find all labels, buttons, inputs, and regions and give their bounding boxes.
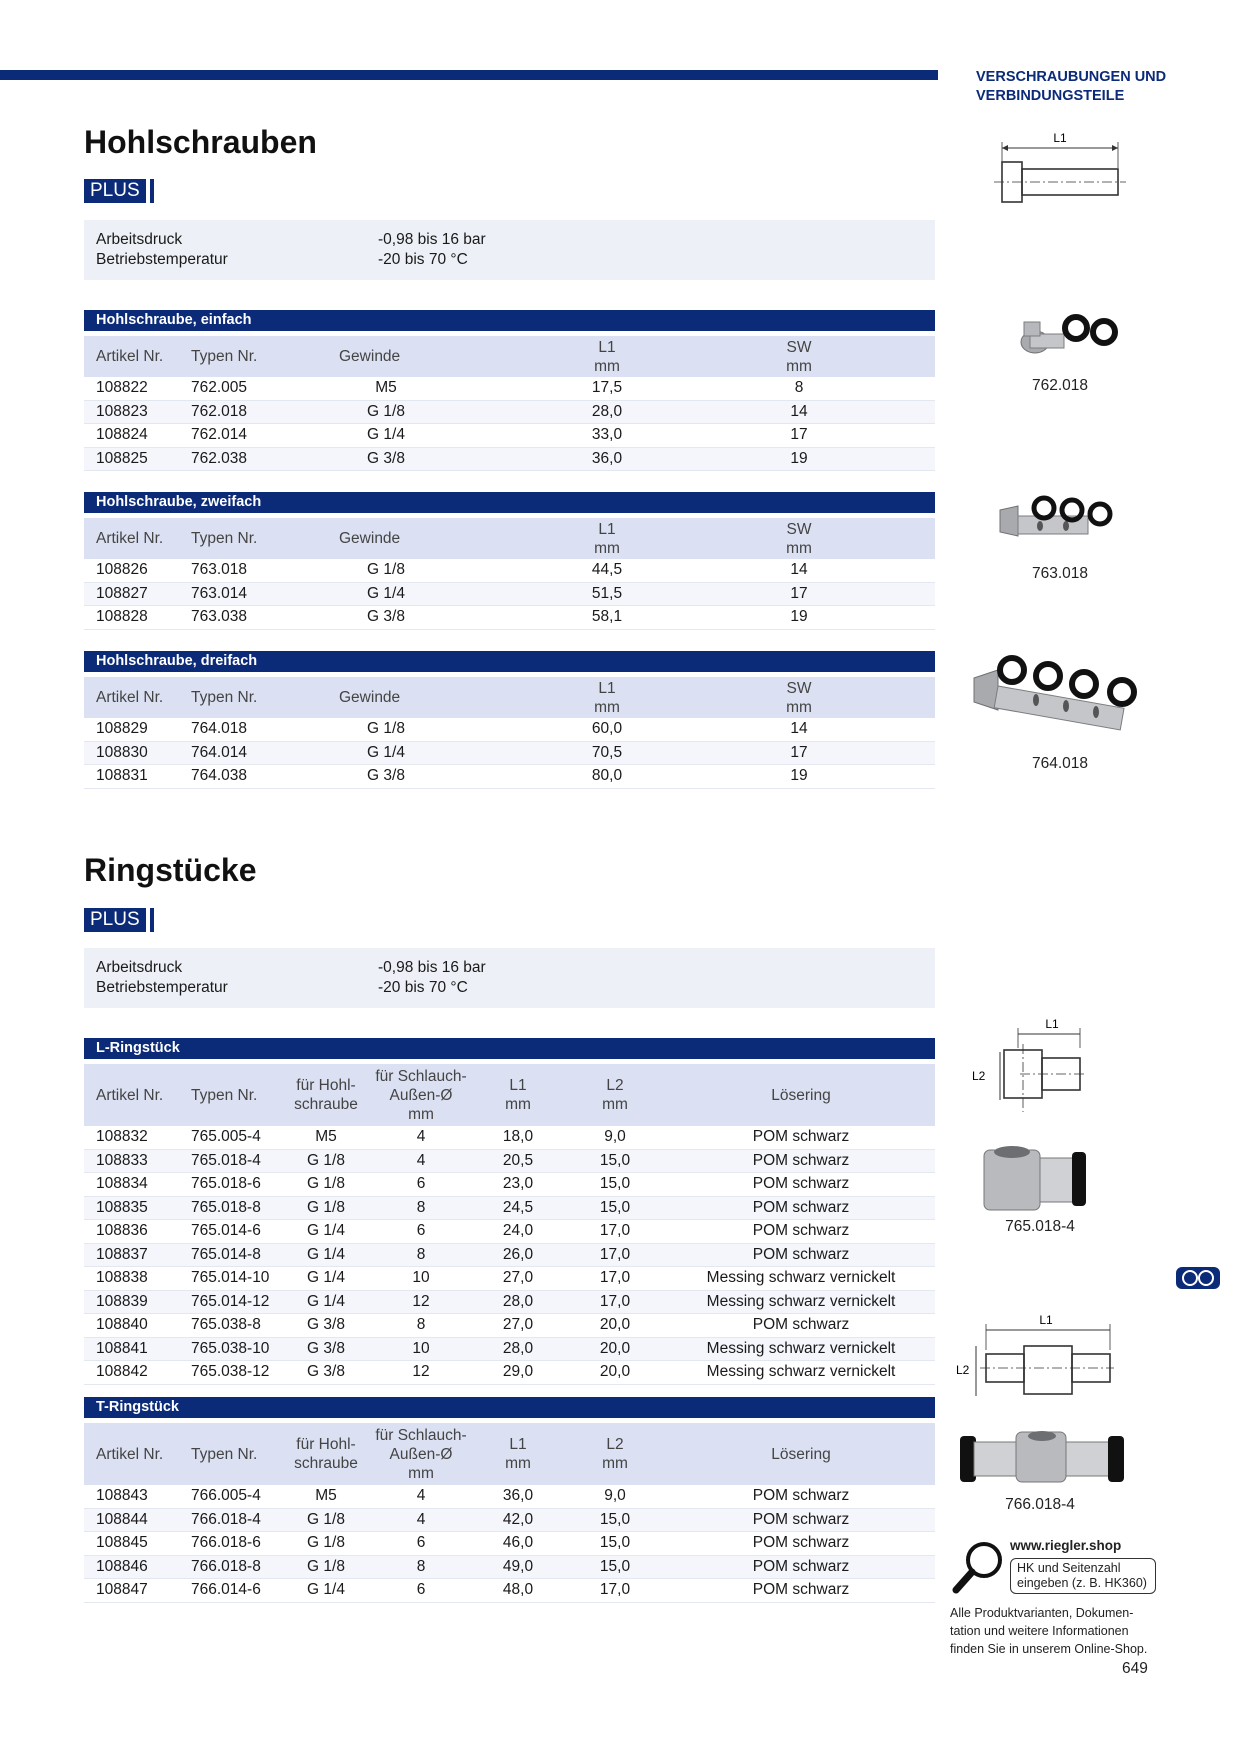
- section-title-hohlschrauben: Hohlschrauben: [84, 124, 317, 160]
- shop-hint-line: eingeben (z. B. HK360): [1017, 1576, 1147, 1590]
- table-cell: POM schwarz: [752, 1487, 850, 1505]
- table-row: [84, 559, 935, 582]
- table-cell: 108824: [96, 426, 148, 444]
- col-header: L1 mm: [594, 520, 620, 557]
- table-cell: 4: [416, 1487, 426, 1505]
- table-cell: 108842: [96, 1363, 148, 1381]
- page-number: 649: [1122, 1660, 1148, 1677]
- table-cell: 4: [416, 1128, 426, 1146]
- col-header: Gewinde: [339, 348, 401, 365]
- table-cell: 765.014-6: [191, 1222, 261, 1240]
- table-cell: 28,0: [502, 1339, 534, 1357]
- table-cell: 764.038: [191, 767, 248, 785]
- table-cell: 108844: [96, 1510, 148, 1528]
- table-cell: 14: [790, 561, 808, 579]
- shop-hint-line: HK und Seitenzahl: [1017, 1561, 1121, 1575]
- table-cell: 17: [790, 426, 808, 444]
- table-cell: 6: [416, 1534, 426, 1552]
- table-cell: G 1/4: [367, 426, 405, 444]
- l-ringstueck-dimension-drawing: [960, 1014, 1090, 1114]
- table-cell: 17,0: [599, 1269, 631, 1287]
- table-cell: 8: [416, 1245, 426, 1263]
- table-cell: 20,0: [599, 1339, 631, 1357]
- table-cell: 48,0: [502, 1581, 534, 1599]
- table-row: [84, 1173, 935, 1197]
- table-cell: 765.038-8: [191, 1316, 261, 1334]
- table-cell: M5: [375, 379, 397, 397]
- table-cell: G 3/8: [307, 1316, 345, 1334]
- col-header: Typen Nr.: [191, 1086, 258, 1104]
- table-cell: 108826: [96, 561, 148, 579]
- col-header: L2 mm: [602, 1436, 628, 1472]
- table-row: [84, 1485, 935, 1508]
- table-cell: 15,0: [599, 1151, 631, 1169]
- table-cell: 12: [412, 1363, 430, 1381]
- table-cell: 23,0: [502, 1175, 534, 1193]
- table-cell: G 1/4: [307, 1581, 345, 1599]
- table-cell: 8: [416, 1316, 426, 1334]
- header-bar: [0, 70, 938, 80]
- col-header: SW mm: [786, 338, 812, 375]
- table-cell: 108835: [96, 1198, 148, 1216]
- table-cell: POM schwarz: [752, 1557, 850, 1575]
- spec-label: Betriebstemperatur: [96, 979, 228, 996]
- table-row: [84, 1337, 935, 1361]
- plus-badge-label: PLUS: [84, 908, 146, 932]
- table-row: [84, 1290, 935, 1314]
- product-table: [84, 677, 935, 789]
- table-cell: 765.018-4: [191, 1151, 261, 1169]
- table-cell: 108827: [96, 584, 148, 602]
- table-row: [84, 1508, 935, 1532]
- spec-box: [84, 220, 935, 280]
- magnifier-icon: [950, 1538, 1008, 1596]
- table-cell: Messing schwarz vernickelt: [706, 1292, 896, 1310]
- table-cell: 28,0: [502, 1292, 534, 1310]
- table-row: [84, 1579, 935, 1603]
- table-cell: POM schwarz: [752, 1510, 850, 1528]
- table-title: Hohlschraube, dreifach: [84, 651, 935, 672]
- table-cell: 763.014: [191, 584, 248, 602]
- col-header: Artikel Nr.: [96, 1086, 164, 1104]
- product-caption: 764.018: [1031, 755, 1089, 772]
- table-cell: 762.005: [191, 379, 248, 397]
- table-cell: 765.014-12: [191, 1292, 270, 1310]
- table-cell: 51,5: [591, 584, 623, 602]
- table-row: [84, 1267, 935, 1291]
- table-row: [84, 606, 935, 630]
- table-title: Hohlschraube, einfach: [84, 310, 935, 331]
- table-cell: 108843: [96, 1487, 148, 1505]
- hohlschraube-dimension-drawing: [990, 128, 1130, 206]
- table-cell: 108832: [96, 1128, 148, 1146]
- table-row: [84, 377, 935, 400]
- table-cell: 9,0: [604, 1487, 626, 1505]
- table-cell: POM schwarz: [752, 1151, 850, 1169]
- col-header: Typen Nr.: [191, 1445, 258, 1463]
- table-cell: G 1/4: [367, 743, 405, 761]
- table-cell: 80,0: [591, 767, 623, 785]
- table-row: [84, 1149, 935, 1173]
- table-cell: 58,1: [591, 608, 623, 626]
- table-cell: G 1/4: [367, 584, 405, 602]
- product-image-7660184: [950, 1424, 1132, 1492]
- col-header: SW mm: [786, 520, 812, 557]
- spec-label: Arbeitsdruck: [96, 959, 183, 976]
- table-cell: 29,0: [502, 1363, 534, 1381]
- table-cell: 17,0: [599, 1222, 631, 1240]
- table-title: L-Ringstück: [84, 1038, 935, 1059]
- dim-label-l1: L1: [1039, 1313, 1053, 1327]
- table-cell: 108831: [96, 767, 148, 785]
- product-caption: 763.018: [1031, 565, 1089, 582]
- table-cell: G 1/4: [307, 1269, 345, 1287]
- col-header: Gewinde: [339, 689, 401, 706]
- table-cell: 766.018-6: [191, 1534, 261, 1552]
- table-cell: 764.018: [191, 720, 248, 738]
- table-cell: G 1/8: [367, 402, 405, 420]
- shop-url[interactable]: www.riegler.shop: [1010, 1538, 1122, 1553]
- col-header: Lösering: [771, 1445, 831, 1463]
- table-cell: G 3/8: [367, 767, 405, 785]
- table-cell: 6: [416, 1581, 426, 1599]
- table-cell: POM schwarz: [752, 1198, 850, 1216]
- col-header: SW mm: [786, 679, 812, 716]
- table-cell: 15,0: [599, 1175, 631, 1193]
- table-cell: 33,0: [591, 426, 623, 444]
- spec-value: -20 bis 70 °C: [378, 979, 468, 996]
- table-cell: 17: [790, 743, 808, 761]
- table-cell: 36,0: [502, 1487, 534, 1505]
- table-cell: G 1/8: [307, 1175, 345, 1193]
- table-cell: Messing schwarz vernickelt: [706, 1363, 896, 1381]
- plus-badge: [84, 908, 154, 932]
- dim-label-l1: L1: [1045, 1017, 1059, 1031]
- table-cell: POM schwarz: [752, 1316, 850, 1334]
- table-row: [84, 1532, 935, 1556]
- table-cell: 42,0: [502, 1510, 534, 1528]
- table-cell: G 1/4: [307, 1245, 345, 1263]
- table-row: [84, 1243, 935, 1267]
- col-header: Typen Nr.: [191, 689, 258, 706]
- table-cell: M5: [315, 1128, 337, 1146]
- shop-note-line: tation und weitere Informationen: [950, 1624, 1129, 1638]
- table-cell: 763.018: [191, 561, 248, 579]
- table-row: [84, 1126, 935, 1149]
- table-row: [84, 424, 935, 448]
- col-header: L1 mm: [594, 679, 620, 716]
- col-header: Gewinde: [339, 530, 401, 547]
- col-header: Typen Nr.: [191, 530, 258, 547]
- table-cell: 108833: [96, 1151, 148, 1169]
- table-cell: 762.018: [191, 402, 248, 420]
- table-row: [84, 1361, 935, 1385]
- table-row: [84, 582, 935, 606]
- table-cell: 108837: [96, 1245, 148, 1263]
- table-cell: 14: [790, 720, 808, 738]
- table-cell: 17,0: [599, 1581, 631, 1599]
- table-cell: 19: [790, 449, 808, 467]
- product-caption: 766.018-4: [1005, 1496, 1075, 1513]
- table-cell: 108839: [96, 1292, 148, 1310]
- section-title-ringstuecke: Ringstücke: [84, 852, 257, 888]
- dim-label-l2: L2: [956, 1363, 970, 1377]
- table-cell: 764.014: [191, 743, 248, 761]
- table-cell: 10: [412, 1269, 430, 1287]
- table-cell: 108836: [96, 1222, 148, 1240]
- table-cell: 766.018-4: [191, 1510, 261, 1528]
- table-cell: Messing schwarz vernickelt: [706, 1269, 896, 1287]
- shop-note: [950, 1604, 1170, 1658]
- table-cell: POM schwarz: [752, 1222, 850, 1240]
- col-header: Lösering: [771, 1086, 831, 1104]
- spec-box: [84, 948, 935, 1008]
- table-cell: 24,5: [502, 1198, 534, 1216]
- product-table: [84, 1423, 935, 1603]
- category-line-1: VERSCHRAUBUNGEN UND: [976, 69, 1167, 85]
- col-header: für Hohl- schraube: [294, 1077, 358, 1113]
- col-header: für Schlauch- Außen-Ø mm: [375, 1426, 467, 1482]
- table-cell: 27,0: [502, 1316, 534, 1334]
- table-cell: 765.038-10: [191, 1339, 270, 1357]
- col-header: L1 mm: [505, 1436, 531, 1472]
- table-cell: 108840: [96, 1316, 148, 1334]
- table-cell: 28,0: [591, 402, 623, 420]
- table-cell: 9,0: [604, 1128, 626, 1146]
- product-image-7650184: [976, 1136, 1100, 1218]
- table-row: [84, 718, 935, 741]
- product-caption: 765.018-4: [1005, 1218, 1075, 1235]
- table-cell: 762.038: [191, 449, 248, 467]
- plus-badge: [84, 179, 154, 203]
- spec-label: Betriebstemperatur: [96, 251, 228, 268]
- table-title: Hohlschraube, zweifach: [84, 492, 935, 513]
- table-cell: 19: [790, 767, 808, 785]
- table-cell: 12: [412, 1292, 430, 1310]
- table-cell: 10: [412, 1339, 430, 1357]
- table-cell: 20,5: [502, 1151, 534, 1169]
- table-cell: Messing schwarz vernickelt: [706, 1339, 896, 1357]
- table-cell: 762.014: [191, 426, 248, 444]
- table-cell: G 3/8: [367, 608, 405, 626]
- shop-note-line: finden Sie in unserem Online-Shop.: [950, 1642, 1148, 1656]
- table-cell: 17,5: [591, 379, 623, 397]
- table-cell: 60,0: [591, 720, 623, 738]
- product-image-762018: [1010, 308, 1120, 368]
- table-cell: POM schwarz: [752, 1245, 850, 1263]
- table-cell: 44,5: [591, 561, 623, 579]
- table-cell: G 3/8: [307, 1339, 345, 1357]
- table-cell: 766.014-6: [191, 1581, 261, 1599]
- table-cell: 6: [416, 1175, 426, 1193]
- table-cell: G 1/8: [307, 1557, 345, 1575]
- table-cell: 17,0: [599, 1292, 631, 1310]
- col-header: L1 mm: [594, 338, 620, 375]
- table-cell: 8: [416, 1198, 426, 1216]
- table-cell: 18,0: [502, 1128, 534, 1146]
- table-cell: 108829: [96, 720, 148, 738]
- table-cell: 46,0: [502, 1534, 534, 1552]
- table-cell: 6: [416, 1222, 426, 1240]
- table-cell: 108834: [96, 1175, 148, 1193]
- table-cell: 765.005-4: [191, 1128, 261, 1146]
- shop-hint-box: [1010, 1558, 1156, 1594]
- table-cell: 108830: [96, 743, 148, 761]
- table-cell: G 1/4: [307, 1222, 345, 1240]
- table-cell: 108838: [96, 1269, 148, 1287]
- table-cell: 763.038: [191, 608, 248, 626]
- table-cell: G 1/8: [307, 1534, 345, 1552]
- table-cell: 70,5: [591, 743, 623, 761]
- shop-note-line: Alle Produktvarianten, Dokumen-: [950, 1606, 1134, 1620]
- table-cell: 108846: [96, 1557, 148, 1575]
- table-cell: 15,0: [599, 1198, 631, 1216]
- table-cell: 108828: [96, 608, 148, 626]
- table-row: [84, 447, 935, 471]
- table-cell: G 3/8: [307, 1363, 345, 1381]
- table-cell: 108847: [96, 1581, 148, 1599]
- table-cell: G 1/4: [307, 1292, 345, 1310]
- product-caption: 762.018: [1031, 377, 1089, 394]
- spec-label: Arbeitsdruck: [96, 231, 183, 248]
- table-cell: 24,0: [502, 1222, 534, 1240]
- table-cell: 49,0: [502, 1557, 534, 1575]
- product-image-764018: [966, 652, 1152, 750]
- product-table: [84, 518, 935, 630]
- table-cell: 20,0: [599, 1363, 631, 1381]
- table-cell: 765.014-10: [191, 1269, 270, 1287]
- col-header: Artikel Nr.: [96, 689, 164, 706]
- table-cell: 108841: [96, 1339, 148, 1357]
- spec-value: -20 bis 70 °C: [378, 251, 468, 268]
- table-cell: 108823: [96, 402, 148, 420]
- table-row: [84, 765, 935, 789]
- table-cell: 8: [416, 1557, 426, 1575]
- table-cell: 15,0: [599, 1510, 631, 1528]
- table-cell: 765.038-12: [191, 1363, 270, 1381]
- table-title: T-Ringstück: [84, 1397, 935, 1418]
- table-cell: 766.005-4: [191, 1487, 261, 1505]
- col-header: für Hohl- schraube: [294, 1436, 358, 1472]
- table-row: [84, 1314, 935, 1338]
- col-header: L2 mm: [602, 1077, 628, 1113]
- plus-badge-label: PLUS: [84, 179, 146, 203]
- fitting-tab-icon: [1176, 1263, 1220, 1293]
- table-cell: POM schwarz: [752, 1128, 850, 1146]
- table-cell: G 1/8: [307, 1151, 345, 1169]
- spec-value: -0,98 bis 16 bar: [378, 231, 486, 248]
- table-cell: 765.018-6: [191, 1175, 261, 1193]
- col-header: für Schlauch- Außen-Ø mm: [375, 1067, 467, 1123]
- t-ringstueck-dimension-drawing: [954, 1310, 1118, 1406]
- col-header: Artikel Nr.: [96, 1445, 164, 1463]
- table-cell: 27,0: [502, 1269, 534, 1287]
- table-cell: M5: [315, 1487, 337, 1505]
- col-header: Artikel Nr.: [96, 530, 164, 547]
- table-cell: 15,0: [599, 1557, 631, 1575]
- col-header: Artikel Nr.: [96, 348, 164, 365]
- table-row: [84, 1196, 935, 1220]
- table-cell: 17,0: [599, 1245, 631, 1263]
- table-cell: 108825: [96, 449, 148, 467]
- product-table: [84, 1064, 935, 1385]
- col-header: L1 mm: [505, 1077, 531, 1113]
- table-cell: 19: [790, 608, 808, 626]
- product-image-763018: [990, 492, 1130, 548]
- table-cell: G 1/8: [367, 720, 405, 738]
- table-cell: 17: [790, 584, 808, 602]
- table-cell: 26,0: [502, 1245, 534, 1263]
- category-line-2: VERBINDUNGSTEILE: [976, 88, 1125, 104]
- table-cell: 14: [790, 402, 808, 420]
- product-table: [84, 336, 935, 471]
- table-cell: 765.014-8: [191, 1245, 261, 1263]
- spec-value: -0,98 bis 16 bar: [378, 959, 486, 976]
- table-cell: G 3/8: [367, 449, 405, 467]
- table-cell: 766.018-8: [191, 1557, 261, 1575]
- category-title: [976, 68, 1206, 106]
- col-header: Typen Nr.: [191, 348, 258, 365]
- table-row: [84, 400, 935, 424]
- table-cell: 765.018-8: [191, 1198, 261, 1216]
- table-row: [84, 1220, 935, 1244]
- table-cell: 15,0: [599, 1534, 631, 1552]
- table-cell: 8: [794, 379, 804, 397]
- table-cell: 4: [416, 1510, 426, 1528]
- table-cell: 4: [416, 1151, 426, 1169]
- table-cell: POM schwarz: [752, 1581, 850, 1599]
- table-cell: G 1/8: [307, 1510, 345, 1528]
- table-row: [84, 1555, 935, 1579]
- dim-label-l1: L1: [1053, 131, 1067, 145]
- table-cell: 108845: [96, 1534, 148, 1552]
- table-cell: 108822: [96, 379, 148, 397]
- dim-label-l2: L2: [972, 1069, 986, 1083]
- table-cell: 20,0: [599, 1316, 631, 1334]
- table-cell: 36,0: [591, 449, 623, 467]
- table-cell: POM schwarz: [752, 1175, 850, 1193]
- table-cell: POM schwarz: [752, 1534, 850, 1552]
- table-cell: G 1/8: [307, 1198, 345, 1216]
- table-row: [84, 741, 935, 765]
- table-cell: G 1/8: [367, 561, 405, 579]
